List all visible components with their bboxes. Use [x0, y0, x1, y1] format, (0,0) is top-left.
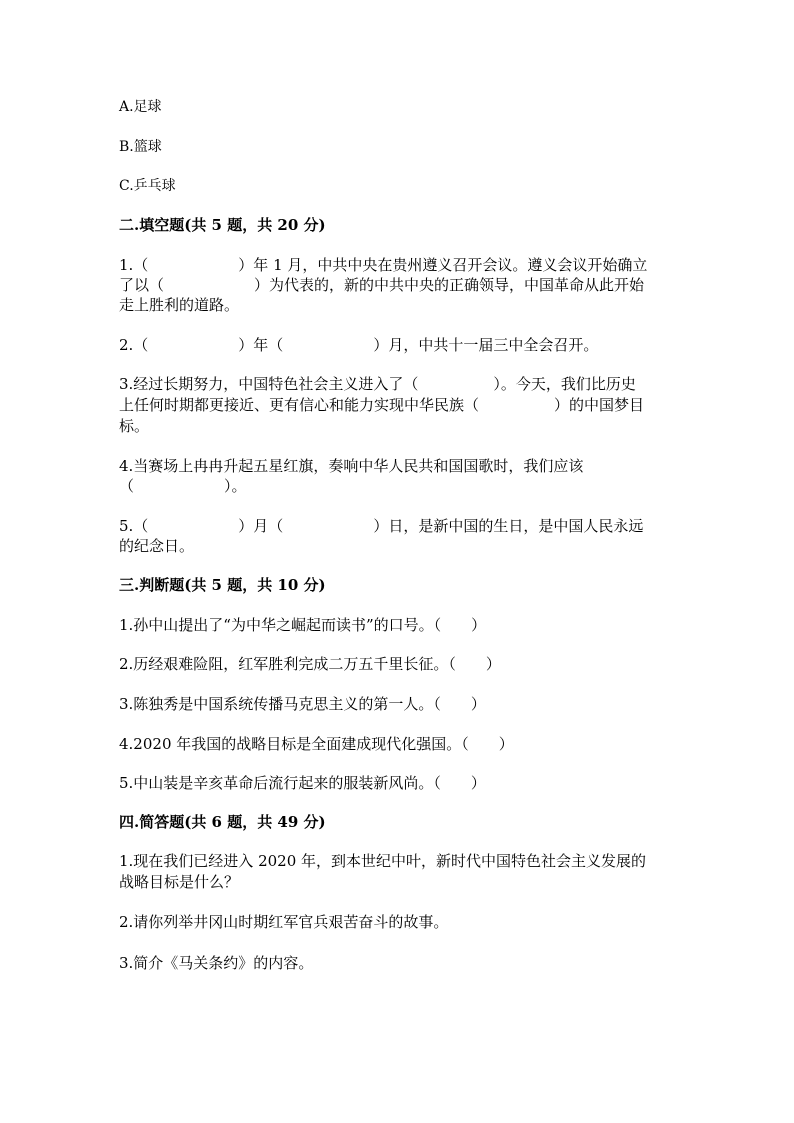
- fill-q3-line1: 3.经过长期努力，中国特色社会主义进入了（ ）。今天，我们比历史: [119, 375, 636, 393]
- sa-q1-line2: 战略目标是什么？: [119, 873, 240, 891]
- option-b: B.篮球: [119, 139, 162, 155]
- fill-q3-line3: 标。: [119, 417, 150, 435]
- fill-q1-line3: 走上胜利的道路。: [119, 296, 240, 314]
- fill-q4-line2: （ ）。: [119, 477, 247, 495]
- tf-q4: 4.2020 年我国的战略目标是全面建成现代化强国。（ ）: [119, 735, 514, 753]
- fill-q4-line1: 4.当赛场上冉冉升起五星红旗，奏响中华人民共和国国歌时，我们应该: [119, 457, 584, 475]
- sa-q1-line1: 1.现在我们已经进入 2020 年，到本世纪中叶，新时代中国特色社会主义发展的: [119, 852, 647, 870]
- fill-q5-line2: 的纪念日。: [119, 537, 195, 555]
- tf-q5: 5.中山装是辛亥革命后流行起来的服装新风尚。（ ）: [119, 774, 486, 792]
- option-a: A.足球: [119, 99, 162, 115]
- sa-q3-line1: 3.简介《马关条约》的内容。: [119, 954, 314, 972]
- tf-q3: 3.陈独秀是中国系统传播马克思主义的第一人。（ ）: [119, 695, 486, 713]
- tf-q1: 1.孙中山提出了“为中华之崛起而读书”的口号。（ ）: [119, 616, 487, 634]
- fill-q5-line1: 5.（ ）月（ ）日，是新中国的生日，是中国人民永远: [119, 517, 644, 535]
- fill-q1-line1: 1.（ ）年 1 月，中共中央在贵州遵义召开会议。遵义会议开始确立: [119, 256, 648, 274]
- section-heading-short-answer: 四.简答题(共 6 题，共 49 分): [119, 813, 326, 831]
- tf-q2: 2.历经艰难险阻，红军胜利完成二万五千里长征。（ ）: [119, 655, 501, 673]
- option-c: C.乒乓球: [119, 178, 176, 194]
- fill-q2-line1: 2.（ ）年（ ）月，中共十一届三中全会召开。: [119, 336, 599, 354]
- sa-q2-line1: 2.请你列举井冈山时期红军官兵艰苦奋斗的故事。: [119, 913, 449, 931]
- section-heading-true-false: 三.判断题(共 5 题，共 10 分): [119, 576, 326, 594]
- fill-q3-line2: 上任何时期都更接近、更有信心和能力实现中华民族（ ）的中国梦目: [119, 396, 645, 414]
- section-heading-fill-blank: 二.填空题(共 5 题，共 20 分): [119, 216, 326, 234]
- fill-q1-line2: 了以（ ）为代表的，新的中共中央的正确领导，中国革命从此开始: [119, 276, 645, 294]
